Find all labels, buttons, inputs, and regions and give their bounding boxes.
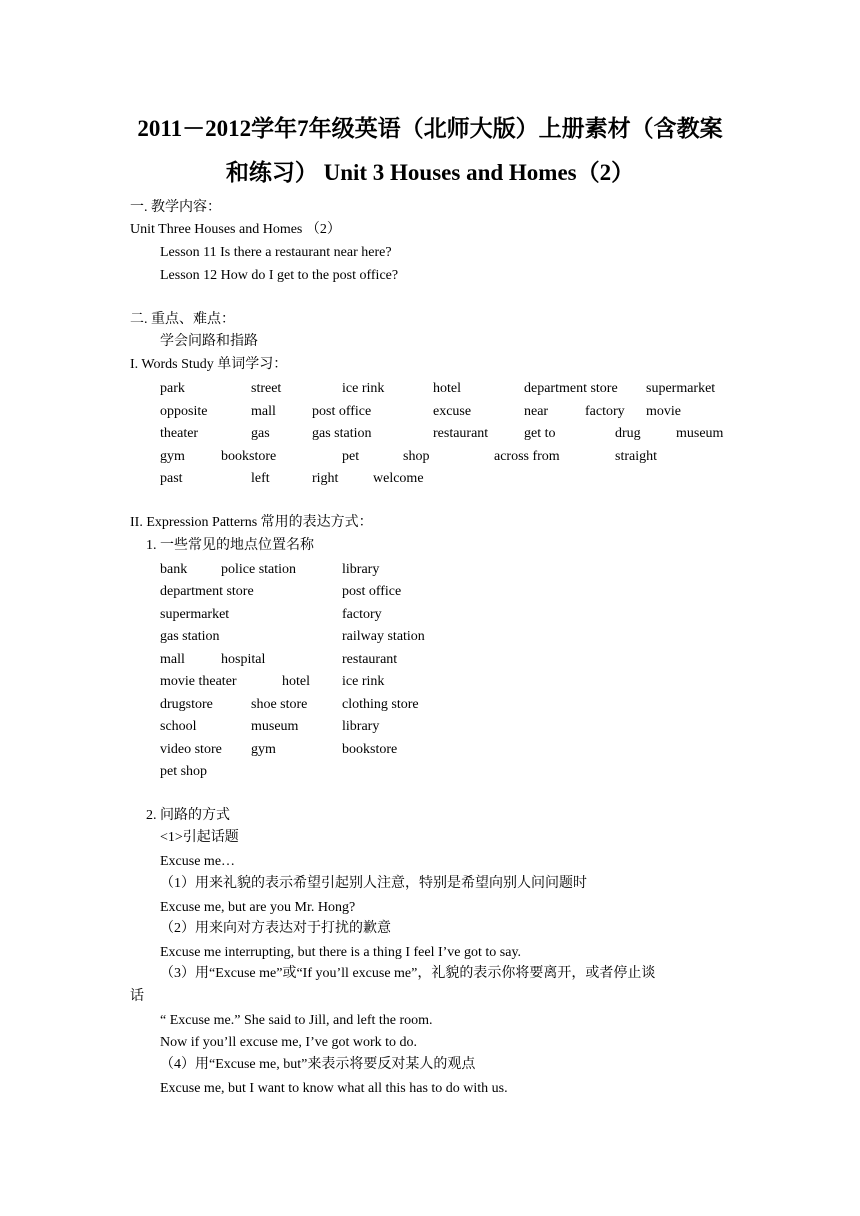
place: mall xyxy=(160,652,185,667)
place: railway station xyxy=(342,629,425,644)
word: department store xyxy=(524,381,618,396)
word: opposite xyxy=(160,404,208,419)
place: police station xyxy=(221,562,297,577)
example-line: “ Excuse me.” She said to Jill, and left the room. xyxy=(160,1013,433,1028)
word: restaurant xyxy=(433,426,489,441)
place: bookstore xyxy=(342,742,398,757)
explanation-line: （1）用来礼貌的表示希望引起别人注意，特别是希望向别人问问题时 xyxy=(160,876,587,891)
words-study-heading: I. Words Study 单词学习： xyxy=(130,357,288,372)
word: factory xyxy=(585,404,625,419)
word: post office xyxy=(312,404,372,419)
example-line: Excuse me interrupting, but there is a thing I feel I’ve got to say. xyxy=(160,945,522,960)
word: gym xyxy=(160,449,185,464)
place: gas station xyxy=(160,629,220,644)
place: restaurant xyxy=(342,652,398,667)
unit-title: Unit Three Houses and Homes （2） xyxy=(130,222,341,237)
expression-heading: II. Expression Patterns 常用的表达方式： xyxy=(130,515,373,530)
place: gym xyxy=(251,742,276,757)
word: movie xyxy=(646,404,681,419)
word: shop xyxy=(403,449,430,464)
word: drug xyxy=(615,426,641,441)
word: gas station xyxy=(312,426,372,441)
word: theater xyxy=(160,426,199,441)
place: library xyxy=(342,562,380,577)
example-line: Excuse me, but are you Mr. Hong? xyxy=(160,900,356,915)
word: museum xyxy=(676,426,724,441)
place: clothing store xyxy=(342,697,419,712)
word: park xyxy=(160,381,185,396)
word: street xyxy=(251,381,282,396)
word: ice rink xyxy=(342,381,385,396)
word: excuse xyxy=(433,404,472,419)
place: supermarket xyxy=(160,607,230,622)
explanation-line-wrap: 话 xyxy=(130,989,144,1004)
word: past xyxy=(160,471,183,486)
page-title-line1: 2011－2012学年7年级英语（北师大版）上册素材（含教案 xyxy=(137,116,723,141)
lesson-11: Lesson 11 Is there a restaurant near here? xyxy=(160,245,392,260)
word: straight xyxy=(615,449,657,464)
word: right xyxy=(312,471,339,486)
word: welcome xyxy=(373,471,424,486)
section1-heading: 一. 教学内容： xyxy=(130,200,221,215)
place: bank xyxy=(160,562,188,577)
explanation-line: （2）用来向对方表达对于打扰的歉意 xyxy=(160,921,391,936)
section2-focus: 学会问路和指路 xyxy=(160,334,258,349)
explanation-line: （4）用“Excuse me, but”来表示将要反对某人的观点 xyxy=(160,1057,476,1072)
word: across from xyxy=(494,449,560,464)
place: post office xyxy=(342,584,402,599)
section2-heading: 二. 重点、难点： xyxy=(130,312,235,327)
word: left xyxy=(251,471,270,486)
expression-sub2a: <1>引起话题 xyxy=(160,830,239,845)
place: drugstore xyxy=(160,697,213,712)
place: ice rink xyxy=(342,674,385,689)
explanation-line: （3）用“Excuse me”或“If you’ll excuse me”，礼貌的表示你将要离开，或者停止谈 xyxy=(160,966,656,981)
place: shoe store xyxy=(251,697,308,712)
example-line: Now if you’ll excuse me, I’ve got work to do. xyxy=(160,1035,417,1050)
lesson-12: Lesson 12 How do I get to the post office? xyxy=(160,268,399,283)
place: museum xyxy=(251,719,299,734)
word: mall xyxy=(251,404,276,419)
word: near xyxy=(524,404,549,419)
place: department store xyxy=(160,584,254,599)
example-line: Excuse me, but I want to know what all this has to do with us. xyxy=(160,1081,508,1096)
place: hotel xyxy=(282,674,310,689)
place: factory xyxy=(342,607,382,622)
place: pet shop xyxy=(160,764,208,779)
word: get to xyxy=(524,426,556,441)
expression-sub1: 1. 一些常见的地点位置名称 xyxy=(146,538,314,553)
place: school xyxy=(160,719,197,734)
word: hotel xyxy=(433,381,461,396)
place: hospital xyxy=(221,652,266,667)
word: bookstore xyxy=(221,449,277,464)
word: gas xyxy=(251,426,270,441)
place: movie theater xyxy=(160,674,237,689)
word: supermarket xyxy=(646,381,716,396)
place: library xyxy=(342,719,380,734)
place: video store xyxy=(160,742,222,757)
example-line: Excuse me… xyxy=(160,854,236,869)
page-title-line2: 和练习） Unit 3 Houses and Homes（2） xyxy=(225,160,635,185)
expression-sub2: 2. 问路的方式 xyxy=(146,808,230,823)
word: pet xyxy=(342,449,360,464)
